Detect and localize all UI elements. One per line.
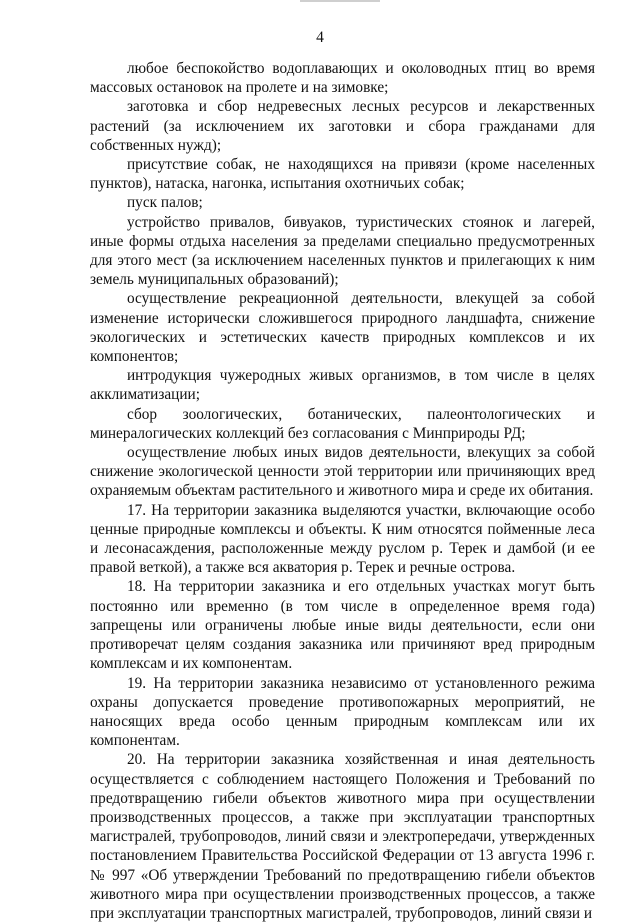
paragraph-recreation: осуществление рекреационной деятельности, влекущей за собой изменение исторически сложившегося природного ландшафта, снижение экологических и эстетических качеств природных комплексов и их компонентов; [90, 290, 595, 366]
paragraph-non-timber-resources: заготовка и сбор недревесных лесных ресурсов и лекарственных растений (за исключением их заготовки и сбора гражданами для собственных нужд); [90, 98, 595, 154]
paragraph-19: 19. На территории заказника независимо от установленного режима охраны допускается проведение противопожарных мероприятий, не наносящих вреда особо ценным природным комплексам или их компонентам. [90, 674, 595, 750]
page-number: 4 [316, 29, 324, 46]
paragraph-dogs: присутствие собак, не находящихся на привязи (кроме населенных пунктов), натаска, нагонка, испытания охотничьих собак; [90, 156, 595, 193]
paragraph-camps: устройство привалов, бивуаков, туристических стоянок и лагерей, иные формы отдыха населения за пределами специально предусмотренных для этого мест (за исключением населенных пунктов и прилегающих к ним земель муниципальных образований); [90, 213, 595, 289]
document-body [90, 59, 595, 923]
paragraph-other-activities: осуществление любых иных видов деятельности, влекущих за собой снижение экологической ценности этой территории или причиняющих вред охраняемым объектам растительного и животного мира и среде их обитания. [90, 444, 595, 500]
paragraph-burning: пуск палов; [127, 194, 203, 212]
paragraph-bird-disturbance: любое беспокойство водоплавающих и околоводных птиц во время массовых остановок на пролете и на зимовке; [90, 60, 595, 97]
paragraph-collections: сбор зоологических, ботанических, палеонтологических и минералогических коллекций без согласования с Минприроды РД; [90, 405, 595, 442]
paragraph-introduction: интродукция чужеродных живых организмов, в том числе в целях акклиматизации; [90, 367, 595, 404]
paragraph-17: 17. На территории заказника выделяются участки, включающие особо ценные природные комплексы и объекты. К ним относятся пойменные леса и лесонасаждения, расположенные между руслом р. Терек и дамбой (и ее правой веткой), а также вся акватория р. Терек и речные острова. [90, 501, 595, 577]
scan-edge-mark [300, 0, 380, 2]
paragraph-20: 20. На территории заказника хозяйственная и иная деятельность осуществляется с соблюдением настоящего Положения и Требований по предотвращению гибели объектов животного мира при осуществлении производственных процессов, а также при эксплуатации транспортных магистралей, трубопроводов, линий связи и электропередачи, утвержденных постановлением Правительства Российской Федерации от 13 августа 1996 г. № 997 «Об утверждении Требований по предотвращению гибели объектов животного мира при осуществлении производственных процессов, а также при эксплуатации транспортных магистралей, трубопроводов, линий связи и [90, 751, 595, 922]
paragraph-18: 18. На территории заказника и его отдельных участках могут быть постоянно или временно (в том числе в определенное время года) запрещены или ограничены любые иные виды деятельности, если они противоречат целям создания заказника или причиняют вред природным комплексам и их компонентам. [90, 578, 595, 673]
